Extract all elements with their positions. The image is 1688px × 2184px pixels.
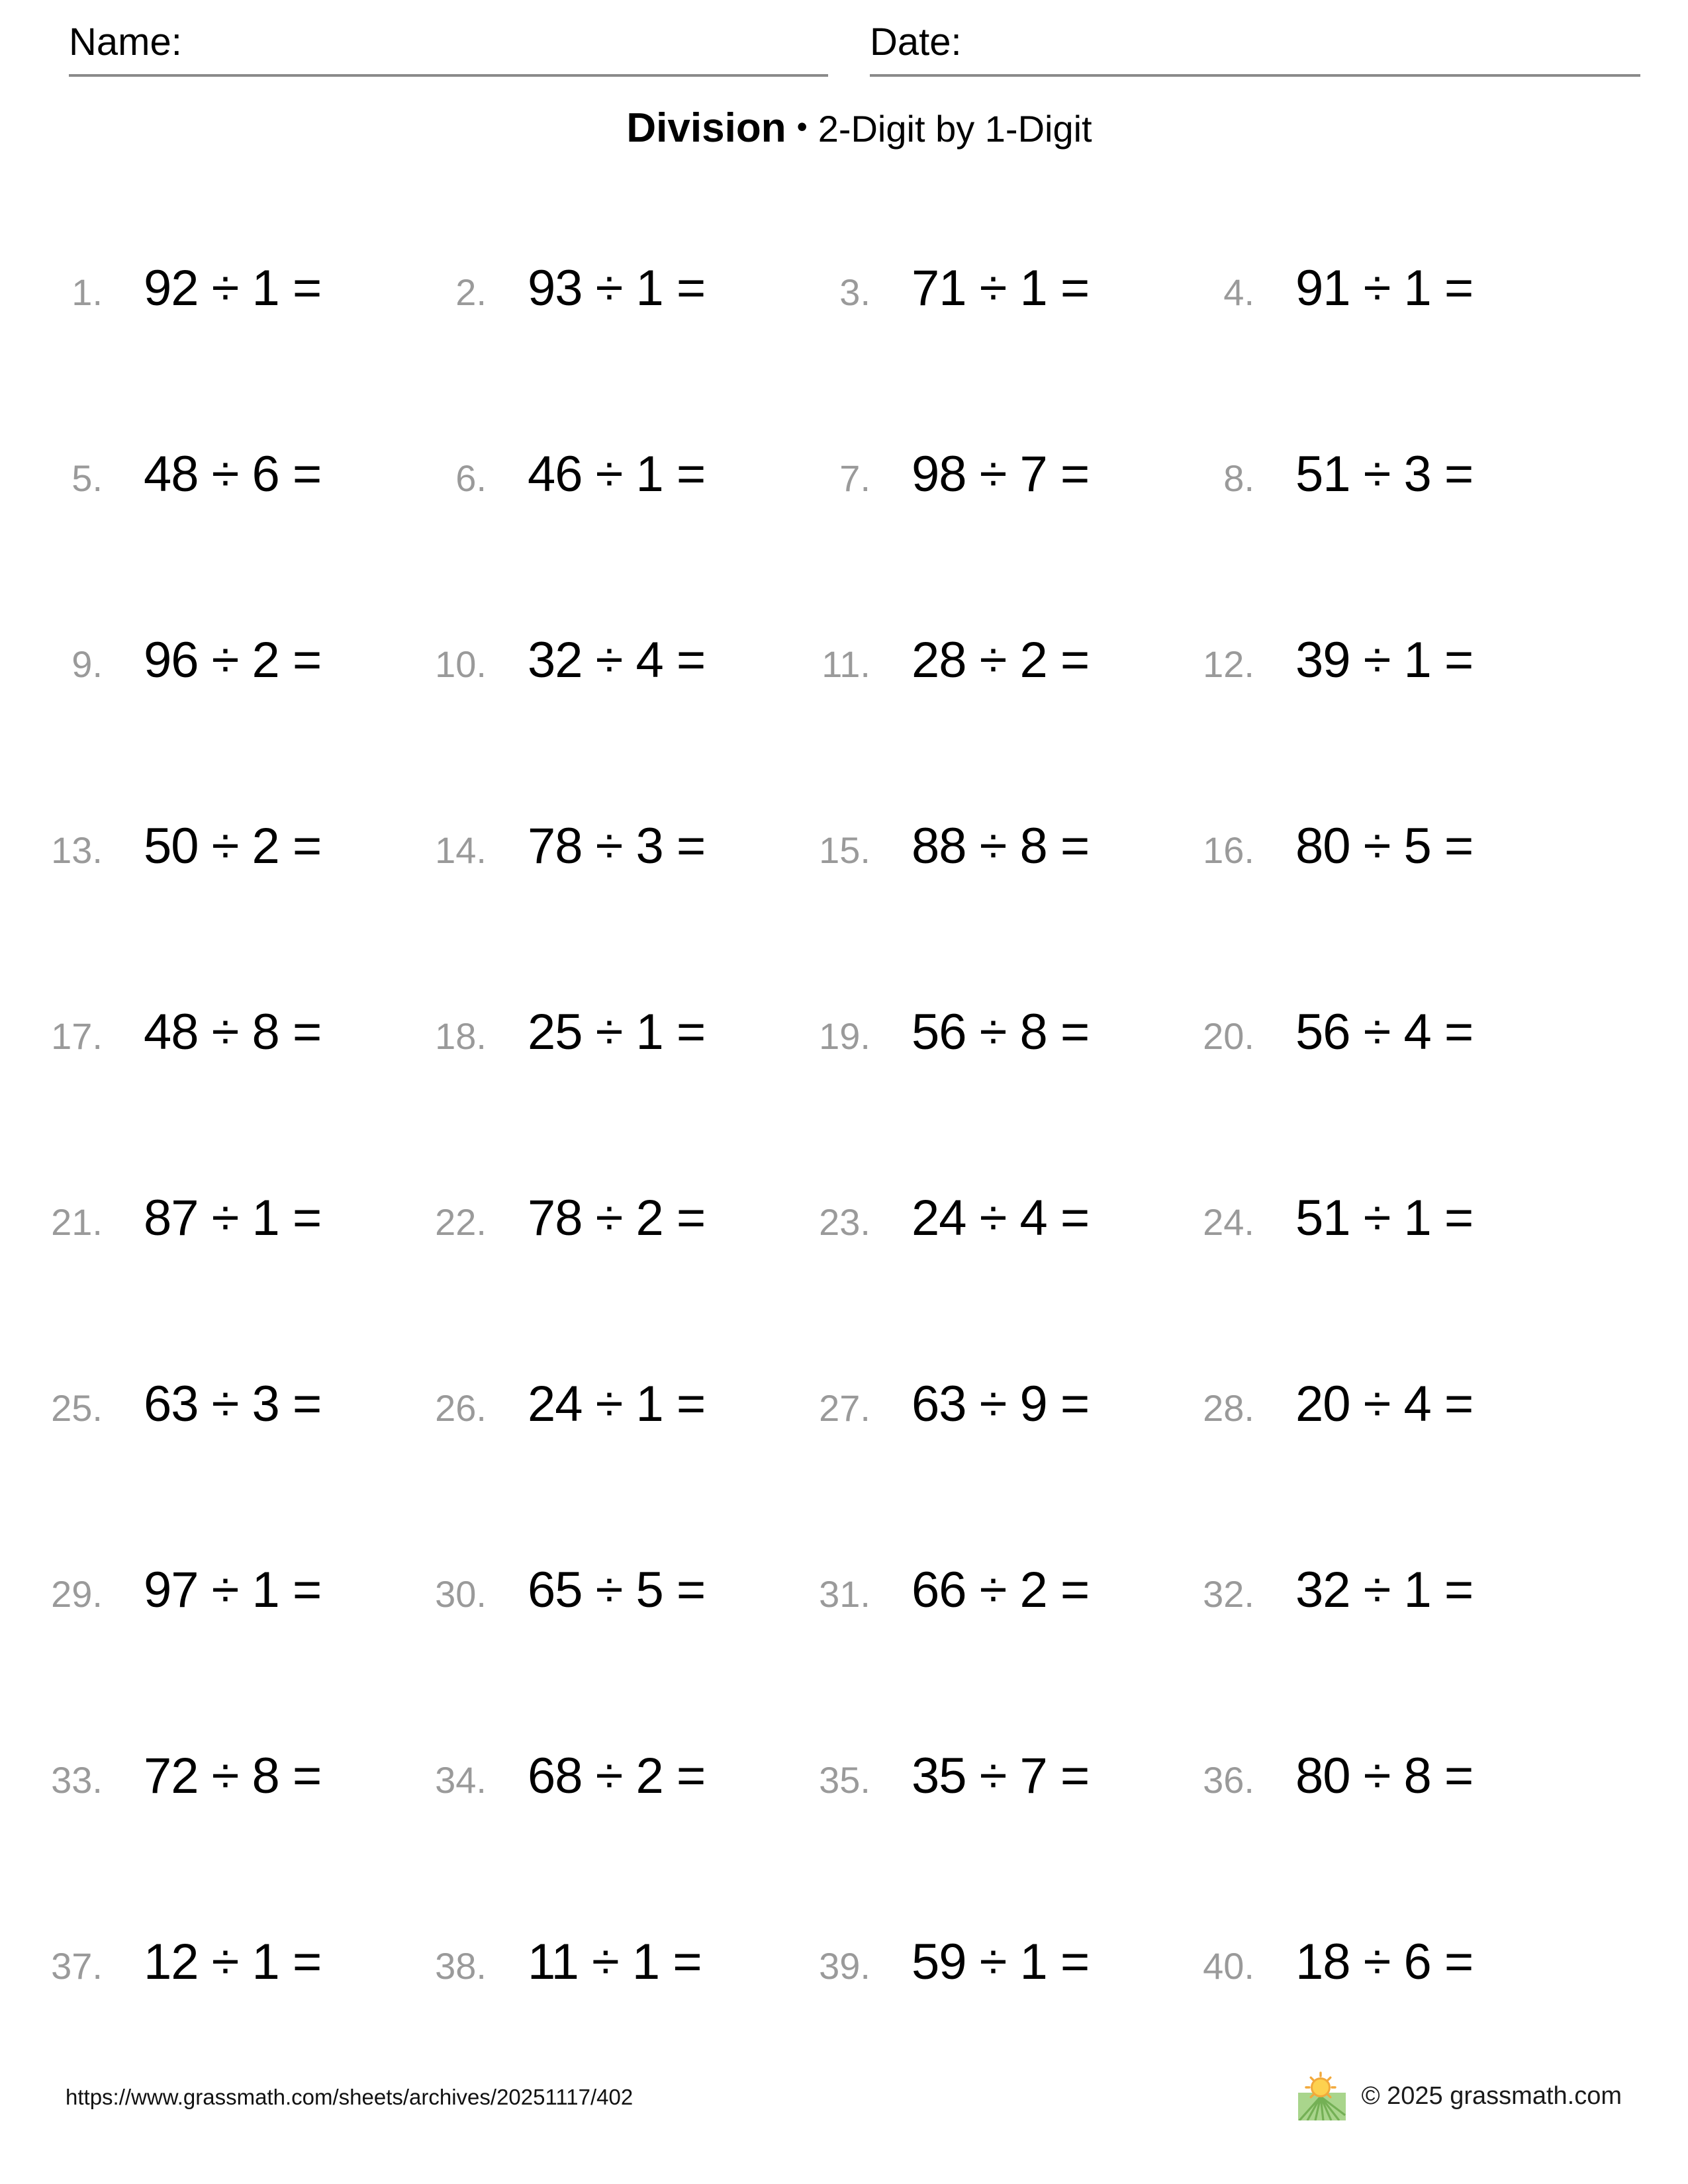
- worksheet-title-subtitle: 2-Digit by 1-Digit: [818, 108, 1092, 150]
- date-blank-line: [870, 74, 1640, 77]
- footer-copyright: © 2025 grassmath.com: [1361, 2081, 1622, 2110]
- problem-18: [420, 1003, 804, 1189]
- problem-expression: 56 ÷ 4 =: [1295, 1004, 1474, 1060]
- problem-34: [420, 1747, 804, 1933]
- problem-33: [36, 1747, 420, 1933]
- problem-number: 30.: [435, 1573, 487, 1615]
- problem-number: 32.: [1203, 1573, 1254, 1615]
- problem-13: [36, 817, 420, 1003]
- problem-number: 39.: [819, 1945, 870, 1987]
- problem-31: [804, 1561, 1188, 1747]
- problem-number: 3.: [839, 271, 870, 313]
- problem-number: 14.: [435, 829, 487, 871]
- problem-expression: 28 ÷ 2 =: [912, 632, 1090, 688]
- problem-expression: 71 ÷ 1 =: [912, 260, 1090, 316]
- problem-expression: 20 ÷ 4 =: [1295, 1376, 1474, 1432]
- problem-16: [1188, 817, 1572, 1003]
- problem-number: 22.: [435, 1201, 487, 1243]
- problem-number: 29.: [51, 1573, 103, 1615]
- problem-number: 19.: [819, 1015, 870, 1057]
- problem-number: 7.: [839, 457, 870, 499]
- problem-3: [804, 259, 1188, 445]
- problem-expression: 80 ÷ 8 =: [1295, 1748, 1474, 1804]
- problem-expression: 35 ÷ 7 =: [912, 1748, 1090, 1804]
- problem-expression: 56 ÷ 8 =: [912, 1004, 1090, 1060]
- problem-expression: 50 ÷ 2 =: [144, 818, 322, 874]
- problem-expression: 39 ÷ 1 =: [1295, 632, 1474, 688]
- problem-number: 18.: [435, 1015, 487, 1057]
- name-label: Name:: [69, 21, 182, 64]
- problem-number: 36.: [1203, 1759, 1254, 1801]
- problem-number: 11.: [821, 643, 870, 685]
- problem-24: [1188, 1189, 1572, 1375]
- grassmath-logo-icon: [1298, 2071, 1346, 2120]
- problem-number: 21.: [51, 1201, 103, 1243]
- problem-expression: 93 ÷ 1 =: [528, 260, 706, 316]
- problem-5: [36, 445, 420, 631]
- problem-expression: 24 ÷ 4 =: [912, 1190, 1090, 1246]
- problem-number: 4.: [1223, 271, 1254, 313]
- problem-25: [36, 1375, 420, 1561]
- problem-expression: 87 ÷ 1 =: [144, 1190, 322, 1246]
- problem-expression: 72 ÷ 8 =: [144, 1748, 322, 1804]
- problem-35: [804, 1747, 1188, 1933]
- problem-number: 37.: [51, 1945, 103, 1987]
- problem-15: [804, 817, 1188, 1003]
- problems-grid: [36, 259, 1572, 2119]
- problem-expression: 32 ÷ 4 =: [528, 632, 706, 688]
- worksheet-title-main: Division: [626, 105, 786, 151]
- problem-expression: 65 ÷ 5 =: [528, 1562, 706, 1618]
- problem-number: 5.: [71, 457, 103, 499]
- problem-number: 12.: [1203, 643, 1254, 685]
- worksheet-title: [0, 105, 1688, 152]
- problem-7: [804, 445, 1188, 631]
- problem-26: [420, 1375, 804, 1561]
- problem-32: [1188, 1561, 1572, 1747]
- problem-9: [36, 631, 420, 817]
- footer-url: https://www.grassmath.com/sheets/archives/20251117/402: [66, 2085, 633, 2109]
- problem-4: [1188, 259, 1572, 445]
- name-blank-line: [69, 74, 828, 77]
- problem-number: 34.: [435, 1759, 487, 1801]
- problem-expression: 48 ÷ 6 =: [144, 446, 322, 502]
- problem-number: 31.: [819, 1573, 870, 1615]
- problem-expression: 66 ÷ 2 =: [912, 1562, 1090, 1618]
- problem-number: 2.: [455, 271, 487, 313]
- problem-28: [1188, 1375, 1572, 1561]
- footer-brand: [1298, 2071, 1622, 2120]
- problem-expression: 32 ÷ 1 =: [1295, 1562, 1474, 1618]
- problem-12: [1188, 631, 1572, 817]
- problem-39: [804, 1933, 1188, 2119]
- problem-expression: 18 ÷ 6 =: [1295, 1934, 1474, 1990]
- problem-14: [420, 817, 804, 1003]
- problem-number: 26.: [435, 1387, 487, 1429]
- problem-expression: 63 ÷ 9 =: [912, 1376, 1090, 1432]
- problem-number: 1.: [71, 271, 103, 313]
- problem-expression: 97 ÷ 1 =: [144, 1562, 322, 1618]
- problem-number: 8.: [1223, 457, 1254, 499]
- problem-29: [36, 1561, 420, 1747]
- problem-expression: 68 ÷ 2 =: [528, 1748, 706, 1804]
- problem-expression: 51 ÷ 1 =: [1295, 1190, 1474, 1246]
- problem-number: 16.: [1203, 829, 1254, 871]
- problem-number: 6.: [455, 457, 487, 499]
- problem-number: 20.: [1203, 1015, 1254, 1057]
- problem-number: 33.: [51, 1759, 103, 1801]
- problem-20: [1188, 1003, 1572, 1189]
- problem-2: [420, 259, 804, 445]
- problem-27: [804, 1375, 1188, 1561]
- problem-number: 24.: [1203, 1201, 1254, 1243]
- problem-number: 23.: [819, 1201, 870, 1243]
- problem-expression: 96 ÷ 2 =: [144, 632, 322, 688]
- problem-expression: 80 ÷ 5 =: [1295, 818, 1474, 874]
- problem-expression: 12 ÷ 1 =: [144, 1934, 322, 1990]
- problem-expression: 48 ÷ 8 =: [144, 1004, 322, 1060]
- problem-number: 17.: [51, 1015, 103, 1057]
- problem-number: 28.: [1203, 1387, 1254, 1429]
- problem-6: [420, 445, 804, 631]
- problem-expression: 25 ÷ 1 =: [528, 1004, 706, 1060]
- problem-number: 27.: [819, 1387, 870, 1429]
- problem-expression: 11 ÷ 1 =: [528, 1934, 702, 1990]
- problem-expression: 78 ÷ 3 =: [528, 818, 706, 874]
- title-bullet-separator: •: [796, 109, 808, 144]
- problem-8: [1188, 445, 1572, 631]
- problem-expression: 51 ÷ 3 =: [1295, 446, 1474, 502]
- problem-number: 15.: [819, 829, 870, 871]
- problem-expression: 24 ÷ 1 =: [528, 1376, 706, 1432]
- problem-expression: 63 ÷ 3 =: [144, 1376, 322, 1432]
- problem-expression: 59 ÷ 1 =: [912, 1934, 1090, 1990]
- problem-11: [804, 631, 1188, 817]
- problem-expression: 98 ÷ 7 =: [912, 446, 1090, 502]
- problem-21: [36, 1189, 420, 1375]
- problem-36: [1188, 1747, 1572, 1933]
- problem-number: 35.: [819, 1759, 870, 1801]
- problem-10: [420, 631, 804, 817]
- problem-number: 38.: [435, 1945, 487, 1987]
- problem-expression: 92 ÷ 1 =: [144, 260, 322, 316]
- problem-1: [36, 259, 420, 445]
- problem-number: 40.: [1203, 1945, 1254, 1987]
- problem-expression: 91 ÷ 1 =: [1295, 260, 1474, 316]
- problem-17: [36, 1003, 420, 1189]
- problem-19: [804, 1003, 1188, 1189]
- date-label: Date:: [870, 21, 962, 64]
- problem-number: 10.: [435, 643, 487, 685]
- problem-expression: 46 ÷ 1 =: [528, 446, 706, 502]
- problem-22: [420, 1189, 804, 1375]
- problem-30: [420, 1561, 804, 1747]
- problem-number: 13.: [51, 829, 103, 871]
- problem-23: [804, 1189, 1188, 1375]
- problem-expression: 88 ÷ 8 =: [912, 818, 1090, 874]
- problem-number: 25.: [51, 1387, 103, 1429]
- problem-expression: 78 ÷ 2 =: [528, 1190, 706, 1246]
- problem-number: 9.: [71, 643, 103, 685]
